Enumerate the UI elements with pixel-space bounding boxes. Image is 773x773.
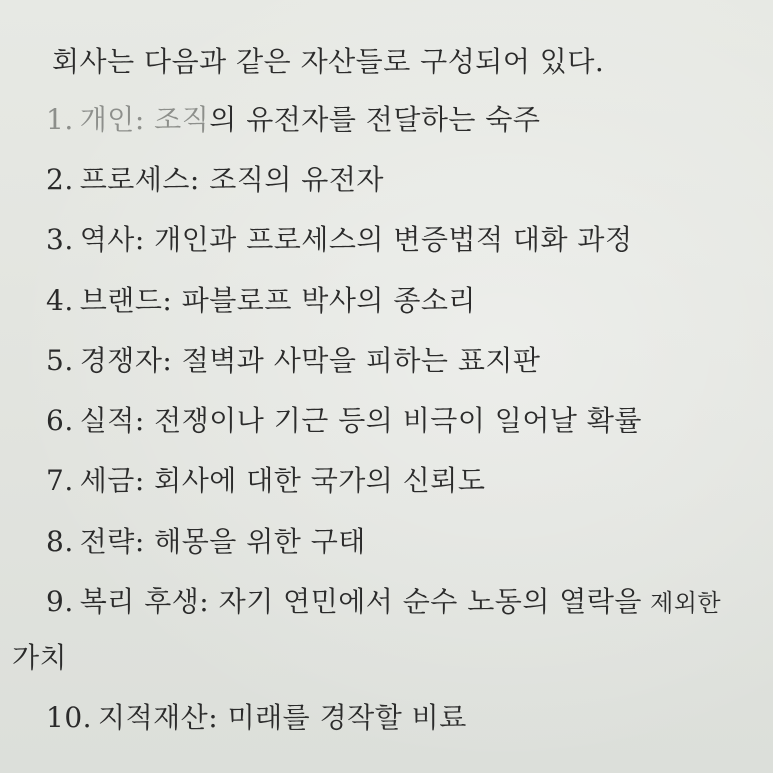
item-text-small: 제외한 <box>641 589 722 617</box>
item-text: 파블로프 박사의 종소리 <box>172 284 476 317</box>
item-label: 브랜드: <box>79 284 173 317</box>
item-label: 개인: <box>79 103 145 136</box>
item-label: 전략: <box>79 525 145 558</box>
list-item <box>46 524 366 560</box>
item-label: 경쟁자: <box>79 344 173 377</box>
list-item <box>46 584 721 621</box>
item-number: 2. <box>46 163 74 196</box>
item-number: 4. <box>46 284 74 317</box>
item-text: 개인과 프로세스의 변증법적 대화 과정 <box>144 223 633 256</box>
item-label: 프로세스: <box>79 163 200 196</box>
list-item <box>46 162 384 198</box>
item-number: 10. <box>46 701 93 734</box>
item-label: 실적: <box>79 404 145 437</box>
list-item-continuation: 가치 <box>12 641 68 674</box>
item-number: 8. <box>46 525 74 558</box>
item-label: 복리 후생: <box>79 585 210 618</box>
item-number: 5. <box>46 344 74 377</box>
item-text: 미래를 경작할 비료 <box>218 701 467 734</box>
item-number: 6. <box>46 404 74 437</box>
item-label: 세금: <box>79 464 145 497</box>
item-text: 조직의 유전자 <box>199 163 384 196</box>
list-item <box>46 283 476 319</box>
list-item <box>46 343 540 379</box>
list-item <box>46 463 485 499</box>
list-item <box>46 700 467 736</box>
item-text: 해몽을 위한 구태 <box>144 525 366 558</box>
list-item <box>46 222 633 258</box>
item-label: 지적재산: <box>98 701 219 734</box>
list-item <box>46 403 642 439</box>
item-number: 9. <box>46 585 74 618</box>
item-text: 자기 연민에서 순수 노동의 열락을 <box>209 585 642 618</box>
intro-sentence: 회사는 다음과 같은 자산들로 구성되어 있다. <box>52 45 605 78</box>
item-text: 전쟁이나 기근 등의 비극이 일어날 확률 <box>144 404 642 437</box>
item-label-tail: 조직 <box>144 103 210 136</box>
item-text: 의 유전자를 전달하는 숙주 <box>209 103 541 136</box>
item-number: 7. <box>46 464 74 497</box>
item-number: 1. <box>46 103 74 136</box>
item-text: 절벽과 사막을 피하는 표지판 <box>172 344 541 377</box>
item-text: 회사에 대한 국가의 신뢰도 <box>144 464 486 497</box>
item-number: 3. <box>46 223 74 256</box>
list-item <box>46 102 540 138</box>
item-label: 역사: <box>79 223 145 256</box>
